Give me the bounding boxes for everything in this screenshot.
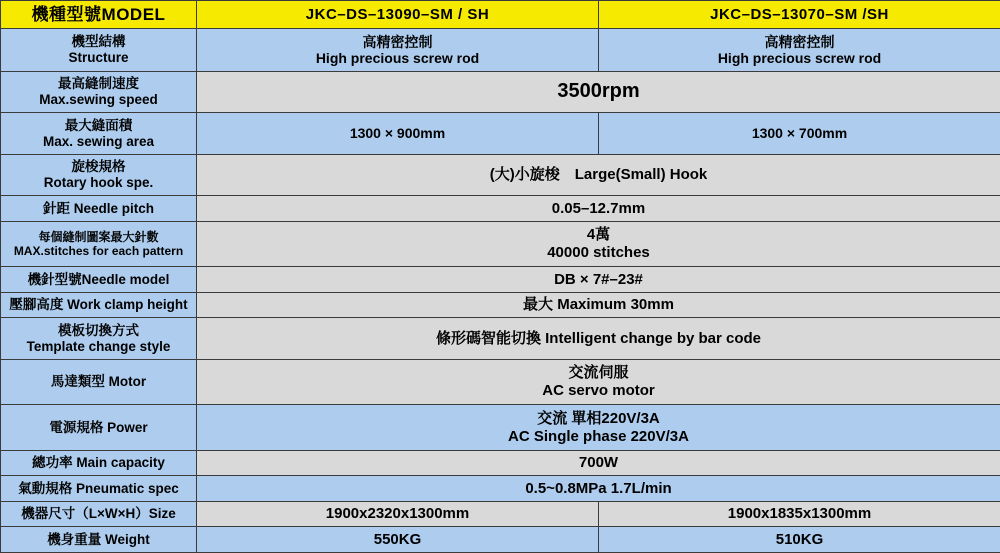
- row-value-weight-a: 550KG: [197, 527, 599, 553]
- row-value-needle-pitch: 0.05–12.7mm: [197, 196, 1000, 222]
- table-row: [1, 450, 1000, 476]
- table-row: [1, 71, 1000, 112]
- row-label-template-change-style: 模板切換方式 Template change style: [1, 318, 197, 359]
- row-value-structure-b: 高精密控制 High precious screw rod: [599, 29, 1000, 72]
- table-row: [1, 154, 1000, 195]
- row-label-work-clamp-height: 壓腳高度 Work clamp height: [1, 292, 197, 318]
- row-value-motor: 交流伺服 AC servo motor: [197, 359, 1000, 404]
- header-model-a: JKC–DS–13090–SM / SH: [197, 1, 599, 29]
- row-value-template-change-style: 條形碼智能切換 Intelligent change by bar code: [197, 318, 1000, 359]
- row-value-structure-a: 高精密控制 High precious screw rod: [197, 29, 599, 72]
- table-row: [1, 476, 1000, 502]
- table-row: [1, 501, 1000, 527]
- row-value-main-capacity: 700W: [197, 450, 1000, 476]
- row-value-max-sewing-area-b: 1300 × 700mm: [599, 113, 1000, 154]
- row-value-work-clamp-height: 最大 Maximum 30mm: [197, 292, 1000, 318]
- table-row: [1, 359, 1000, 404]
- row-label-rotary-hook: 旋梭規格 Rotary hook spe.: [1, 154, 197, 195]
- header-model-label: 機種型號MODEL: [1, 1, 197, 29]
- row-value-rotary-hook: (大)小旋梭 Large(Small) Hook: [197, 154, 1000, 195]
- table-row: [1, 113, 1000, 154]
- row-value-max-sewing-speed: 3500rpm: [197, 71, 1000, 112]
- table-row: [1, 292, 1000, 318]
- row-label-needle-pitch: 針距 Needle pitch: [1, 196, 197, 222]
- table-row: [1, 221, 1000, 266]
- table-row: [1, 405, 1000, 450]
- row-label-size: 機器尺寸（L×W×H）Size: [1, 501, 197, 527]
- row-label-main-capacity: 總功率 Main capacity: [1, 450, 197, 476]
- table-header-row: [1, 1, 1000, 29]
- row-label-max-sewing-speed: 最高縫制速度 Max.sewing speed: [1, 71, 197, 112]
- row-label-pneumatic-spec: 氣動規格 Pneumatic spec: [1, 476, 197, 502]
- row-value-pneumatic-spec: 0.5~0.8MPa 1.7L/min: [197, 476, 1000, 502]
- table-row: [1, 267, 1000, 293]
- row-value-weight-b: 510KG: [599, 527, 1000, 553]
- row-value-max-stitches: 4萬 40000 stitches: [197, 221, 1000, 266]
- row-value-power: 交流 單相220V/3A AC Single phase 220V/3A: [197, 405, 1000, 450]
- row-value-size-a: 1900x2320x1300mm: [197, 501, 599, 527]
- table-row: [1, 318, 1000, 359]
- row-label-power: 電源規格 Power: [1, 405, 197, 450]
- row-value-size-b: 1900x1835x1300mm: [599, 501, 1000, 527]
- table-row: [1, 29, 1000, 72]
- row-label-max-stitches: 每個縫制圖案最大針數 MAX.stitches for each pattern: [1, 221, 197, 266]
- row-label-structure: 機型結構 Structure: [1, 29, 197, 72]
- table-row: [1, 196, 1000, 222]
- row-value-needle-model: DB × 7#–23#: [197, 267, 1000, 293]
- table-row: [1, 527, 1000, 553]
- row-label-needle-model: 機針型號Needle model: [1, 267, 197, 293]
- row-label-weight: 機身重量 Weight: [1, 527, 197, 553]
- row-label-motor: 馬達類型 Motor: [1, 359, 197, 404]
- header-model-b: JKC–DS–13070–SM /SH: [599, 1, 1000, 29]
- row-value-max-sewing-area-a: 1300 × 900mm: [197, 113, 599, 154]
- row-label-max-sewing-area: 最大縫面積 Max. sewing area: [1, 113, 197, 154]
